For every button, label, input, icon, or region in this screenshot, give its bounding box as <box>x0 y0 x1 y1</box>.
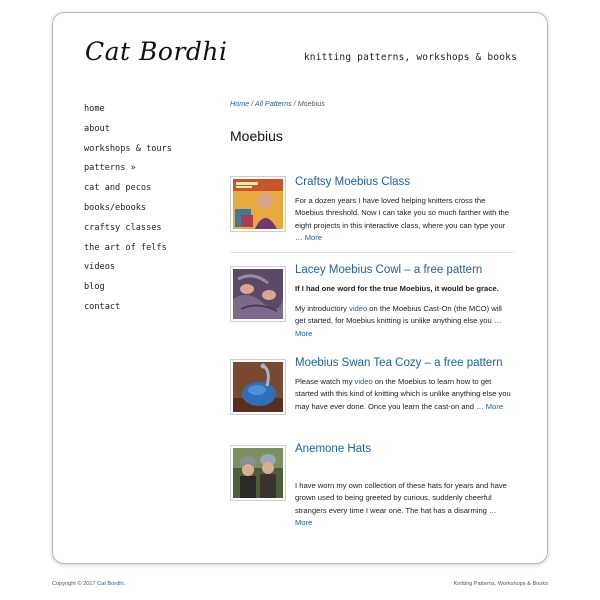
lacey-cowl-thumbnail[interactable] <box>230 266 286 322</box>
footer-copyright-text: Copyright © 2017 <box>52 581 98 587</box>
nav-item-art-of-felfs[interactable]: the art of felfs <box>84 242 167 253</box>
breadcrumb-current: Moebius <box>297 99 325 108</box>
main-content <box>230 99 513 528</box>
page-card <box>52 12 548 564</box>
post-excerpt-text: My introductory <box>295 304 350 313</box>
breadcrumb-separator: / <box>249 99 255 108</box>
post-excerpt-text: on the Moebius to learn how to get started with this kind of knitting which is unlike anything else you may have ever done. Once you learn the cast-on and … <box>295 377 511 411</box>
breadcrumb-separator: / <box>291 99 298 108</box>
breadcrumb-home-link[interactable]: Home <box>230 99 250 108</box>
nav-item-cat-and-pecos[interactable]: cat and pecos <box>84 183 152 194</box>
more-link[interactable]: More <box>295 328 313 338</box>
post-lead-text: If I had one word for the true Moebius, it would be grace. <box>295 284 499 293</box>
post-title-link[interactable]: Moebius Swan Tea Cozy – a free pattern <box>295 357 503 369</box>
divider <box>230 252 513 253</box>
post-excerpt <box>295 195 513 245</box>
post-title-link[interactable]: Craftsy Moebius Class <box>295 176 411 188</box>
anemone-hats-thumbnail[interactable] <box>230 445 286 501</box>
sidebar-nav <box>84 103 172 321</box>
footer-tagline: Knitting Patterns, Workshops & Books <box>453 581 548 587</box>
craftsy-class-thumbnail[interactable] <box>230 176 286 232</box>
page-title: Moebius <box>230 128 283 144</box>
post-excerpt-text: Please watch my <box>295 377 355 386</box>
footer-copyright-end: . <box>123 581 126 587</box>
nav-item-videos[interactable]: videos <box>84 262 116 273</box>
site-logo[interactable]: Cat Bordhi <box>85 37 228 66</box>
nav-item-about[interactable]: about <box>84 123 110 134</box>
nav-item-workshops-tours[interactable]: workshops & tours <box>84 143 172 154</box>
nav-item-blog[interactable]: blog <box>84 282 105 293</box>
post-excerpt-text: For a dozen years I have loved helping knitters cross the Moebius threshold. Now I can take you so much farther with the eight projects in this interactive class, where you can type your … <box>295 196 509 243</box>
more-link[interactable]: More <box>304 233 323 243</box>
post-title-link[interactable]: Anemone Hats <box>295 443 372 455</box>
post-excerpt <box>295 480 513 530</box>
swan-tea-cozy-thumbnail[interactable] <box>230 359 286 415</box>
video-link[interactable]: video <box>349 304 368 313</box>
nav-item-patterns[interactable]: patterns » <box>84 163 136 174</box>
post-title-link[interactable]: Lacey Moebius Cowl – a free pattern <box>295 264 483 276</box>
nav-item-craftsy-classes[interactable]: craftsy classes <box>84 222 162 233</box>
nav-item-books-ebooks[interactable]: books/ebooks <box>84 202 147 213</box>
footer-site-link[interactable]: Cat Bordhi <box>97 581 124 587</box>
post-excerpt <box>295 283 513 295</box>
more-link[interactable]: More <box>485 401 504 411</box>
post-excerpt <box>295 303 513 340</box>
post-excerpt-text: I have worn my own collection of these hats for years and have grown used to being greeted by curious, suddenly cheerful strangers every time I wear one. The hat has a disarming … <box>295 481 507 515</box>
breadcrumb-all-patterns-link[interactable]: All Patterns <box>254 99 292 108</box>
more-link[interactable]: More <box>295 518 313 528</box>
video-link[interactable]: video <box>354 377 373 386</box>
footer-copyright <box>52 581 125 587</box>
site-tagline: knitting patterns, workshops & books <box>303 52 517 63</box>
nav-item-home[interactable]: home <box>84 104 105 114</box>
nav-item-contact[interactable]: contact <box>84 301 121 312</box>
post-excerpt <box>295 376 513 413</box>
post-excerpt-text: on the Moebius Cast-On (the MCO) will get started, for Moebius knitting is unlike anything else you … <box>295 304 502 326</box>
breadcrumb <box>230 99 513 108</box>
